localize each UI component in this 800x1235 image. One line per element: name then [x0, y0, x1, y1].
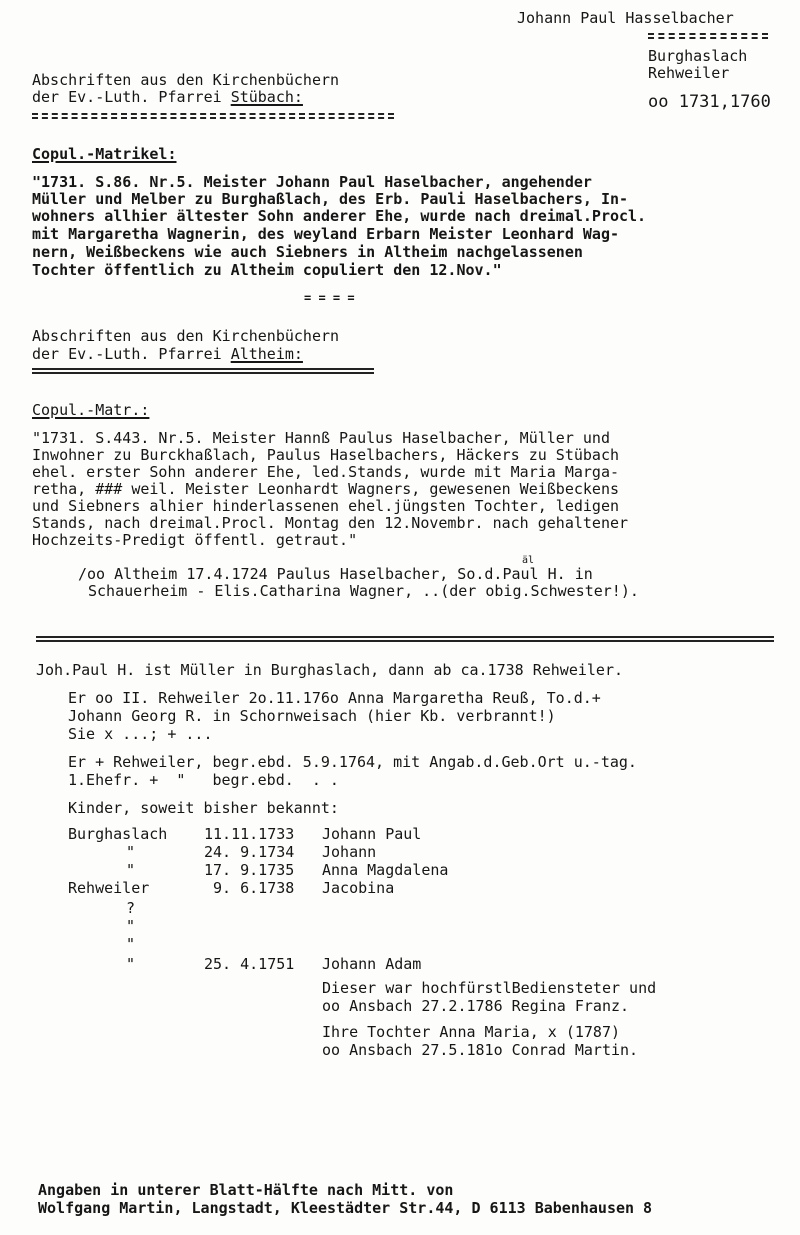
- section1-line-5: nern, Weißbeckens wie auch Siebners in Altheim nachgelassenen: [32, 243, 583, 261]
- section2-title-line2: [32, 346, 303, 363]
- child-row-date: 24. 9.1734: [204, 843, 295, 861]
- child-row-place: ": [126, 955, 136, 973]
- header-place1: Burghaslach: [648, 47, 748, 65]
- section1-heading: Copul.-Matrikel:: [32, 145, 177, 163]
- section1-title-line1: Abschriften aus den Kirchenbüchern: [32, 71, 340, 89]
- child-row-place: ": [126, 917, 136, 935]
- footer-line-2: Wolfgang Martin, Langstadt, Kleestädter Str.44, D 6113 Babenhausen 8: [38, 1199, 653, 1217]
- section1-line-2: Müller und Melber zu Burghaßlach, des Erb. Pauli Haselbachers, In-: [32, 190, 629, 208]
- header-place2: Rehweiler: [648, 64, 730, 82]
- section3-children-heading: Kinder, soweit bisher bekannt:: [68, 799, 339, 817]
- child-row-name: Jacobina: [322, 879, 395, 897]
- section2-line-6: Stands, nach dreimal.Procl. Montag den 12.Novembr. nach gehaltener: [32, 514, 629, 532]
- child-row-place: ": [126, 843, 136, 861]
- section2-title-rule: [32, 368, 374, 374]
- section1-line-3: wohners allhier ältester Sohn anderer Ehe, wurde nach dreimal.Procl.: [32, 207, 647, 225]
- section1-title-line2: [32, 89, 303, 106]
- child-row-name: Johann Paul: [322, 825, 422, 843]
- section3-marriage-line-3: Sie x ...; + ...: [68, 725, 213, 743]
- section3-death-line-1: Er + Rehweiler, begr.ebd. 5.9.1764, mit Angab.d.Geb.Ort u.-tag.: [68, 753, 637, 771]
- section1-line-6: Tochter öffentlich zu Altheim copuliert den 12.Nov.": [32, 261, 502, 279]
- child-row-date: 9. 6.1738: [204, 879, 295, 897]
- child-row-place: Rehweiler: [68, 879, 150, 897]
- section3-intro: Joh.Paul H. ist Müller in Burghaslach, dann ab ca.1738 Rehweiler.: [36, 661, 623, 679]
- section1-title-place: Stübach:: [230, 88, 303, 106]
- section2-title-prefix: der Ev.-Luth. Pfarrei: [32, 345, 231, 363]
- section3-death-line-2: 1.Ehefr. + " begr.ebd. . .: [68, 771, 339, 789]
- section3-top-rule: [36, 636, 774, 642]
- child-row-date: 17. 9.1735: [204, 861, 295, 879]
- child-row-name: Johann Adam: [322, 955, 422, 973]
- section2-note-line2: Schauerheim - Elis.Catharina Wagner, ..(der obig.Schwester!).: [88, 582, 639, 600]
- child-row-date: 25. 4.1751: [204, 955, 295, 973]
- child-row-date: 11.11.1733: [204, 825, 295, 843]
- section2-line-3: ehel. erster Sohn anderer Ehe, led.Stands, wurde mit Maria Marga-: [32, 463, 619, 481]
- section2-heading: Copul.-Matr.:: [32, 401, 150, 419]
- section1-line-4: mit Margaretha Wagnerin, des weyland Erbarn Meister Leonhard Wag-: [32, 225, 619, 243]
- section1-title-prefix: der Ev.-Luth. Pfarrei: [32, 88, 231, 106]
- section1-line-1: "1731. S.86. Nr.5. Meister Johann Paul Haselbacher, angehender: [32, 173, 592, 191]
- footer-line-1: Angaben in unterer Blatt-Hälfte nach Mitt. von: [38, 1181, 454, 1199]
- section2-line-4: retha, ### weil. Meister Leonhardt Wagners, gewesenen Weißbeckens: [32, 480, 619, 498]
- section2-line-2: Inwohner zu Burckhaßlach, Paulus Haselbachers, Häckers zu Stübach: [32, 446, 619, 464]
- child-row-name: Anna Magdalena: [322, 861, 449, 879]
- section2-line-1: "1731. S.443. Nr.5. Meister Hannß Paulus Haselbacher, Müller und: [32, 429, 610, 447]
- section2-line-5: und Siebners alhier hinderlassenen ehel.jüngsten Tochter, ledigen: [32, 497, 619, 515]
- child-row-name: Johann: [322, 843, 377, 861]
- header-name-underline: [648, 33, 768, 39]
- section2-line-7: Hochzeits-Predigt öffentl. getraut.": [32, 531, 358, 549]
- adam-note-3: Ihre Tochter Anna Maria, x (1787): [322, 1023, 621, 1041]
- adam-note-2: oo Ansbach 27.2.1786 Regina Franz.: [322, 997, 630, 1015]
- adam-note-4: oo Ansbach 27.5.181o Conrad Martin.: [322, 1041, 639, 1059]
- child-row-place: Burghaslach: [68, 825, 168, 843]
- header-marriages: oo 1731,1760: [648, 92, 771, 112]
- child-row-place: ": [126, 861, 136, 879]
- section3-marriage-line-2: Johann Georg R. in Schornweisach (hier Kb. verbrannt!): [68, 707, 556, 725]
- adam-note-1: Dieser war hochfürstlBediensteter und: [322, 979, 657, 997]
- section3-marriage-line-1: Er oo II. Rehweiler 2o.11.176o Anna Margaretha Reuß, To.d.+: [68, 689, 601, 707]
- section2-note-insert: äl: [522, 555, 535, 566]
- section2-title-line1: Abschriften aus den Kirchenbüchern: [32, 327, 340, 345]
- header-name: Johann Paul Hasselbacher: [517, 9, 734, 27]
- section1-separator: = = = =: [304, 291, 355, 305]
- section2-note-line1: /oo Altheim 17.4.1724 Paulus Haselbacher, So.d.Paul H. in: [78, 565, 593, 583]
- section2-title-place: Altheim:: [230, 345, 303, 363]
- section1-title-rule: [32, 113, 394, 119]
- child-row-place: ?: [126, 899, 136, 917]
- child-row-place: ": [126, 935, 136, 953]
